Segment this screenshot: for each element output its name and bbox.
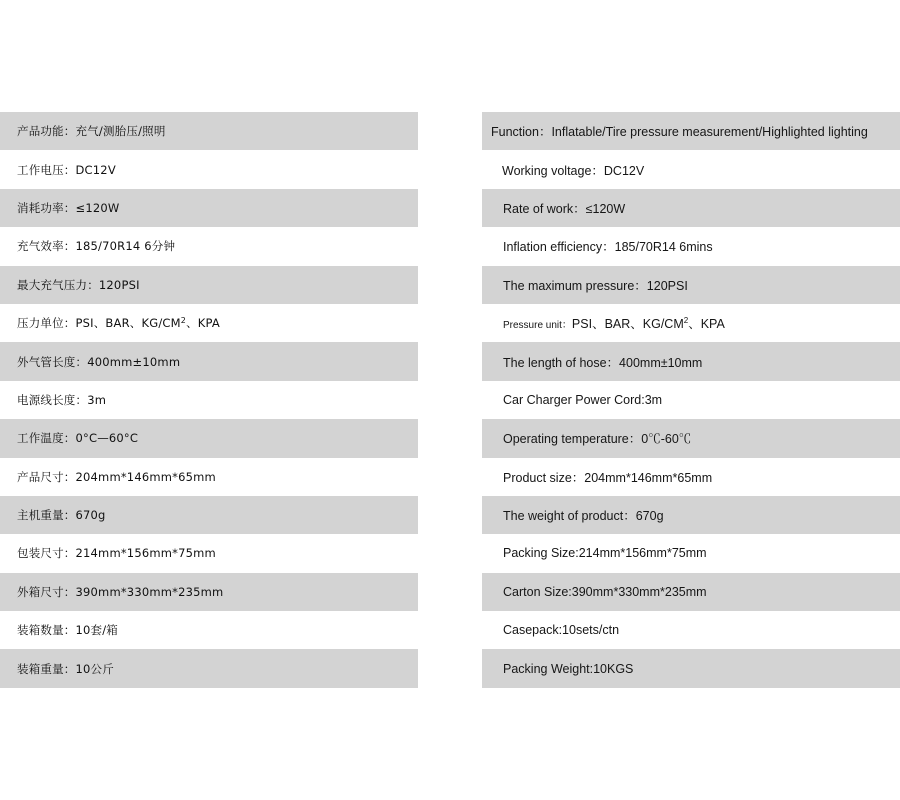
spec-row-function-cn [0, 112, 418, 150]
spec-text: 主机重量：670g [17, 508, 106, 523]
spec-row-cord-length-cn [0, 381, 418, 419]
spec-row-packing-weight-en [482, 649, 900, 687]
spec-text: 压力单位：PSI、BAR、KG/CM [17, 316, 181, 331]
spec-text: 包装尺寸：214mm*156mm*75mm [17, 546, 216, 561]
spec-text: Rate of work：≤120W [503, 201, 626, 216]
spec-text: Packing Weight:10KGS [503, 661, 634, 676]
spec-row-function-en [482, 112, 900, 150]
spec-text: 充气效率：185/70R14 6分钟 [17, 239, 176, 254]
spec-row-voltage-cn [0, 150, 418, 188]
spec-row-packing-size-en [482, 534, 900, 572]
spec-text: 电源线长度：3m [17, 392, 107, 407]
spec-row-temperature-en [482, 419, 900, 457]
spec-text: Operating temperature：0℃-60℃ [503, 432, 692, 447]
spec-text-suffix: 、KPA [186, 316, 220, 331]
spec-row-pressure-unit-en: Pressure unit： PSI、BAR、KG/CM $^2$ 、KPA [503, 316, 725, 332]
spec-row-weight-cn [0, 496, 418, 534]
spec-row-power-cn [0, 189, 418, 227]
spec-row-packing-weight-cn [0, 649, 418, 687]
spec-row-packing-size-cn [0, 534, 418, 572]
spec-row-power-en [482, 189, 900, 227]
spec-text-suffix: 、KPA [688, 317, 725, 332]
spec-row-product-size-en [482, 458, 900, 496]
spec-row-voltage-en [482, 150, 900, 188]
spec-text: 装箱重量：10公斤 [17, 661, 114, 676]
chinese-spec-table [0, 112, 418, 688]
spec-text: PSI、BAR、KG/CM [571, 317, 684, 332]
spec-text: 最大充气压力：120PSI [17, 277, 140, 292]
spec-row-pressure-unit-cn: 压力单位：PSI、BAR、KG/CM $^2$ 、KPA [17, 316, 220, 331]
spec-row-product-size-cn [0, 458, 418, 496]
spec-text: Function：Inflatable/Tire pressure measurement/Highlighted lighting [491, 125, 868, 140]
spec-text: Packing Size:214mm*156mm*75mm [503, 546, 707, 561]
spec-row-temperature-cn [0, 419, 418, 457]
spec-text: The weight of product：670g [503, 509, 664, 524]
spec-text: The length of hose：400mm±10mm [503, 355, 703, 370]
spec-text: 产品功能：充气/测胎压/照明 [17, 124, 166, 139]
english-spec-table [482, 112, 900, 688]
spec-row-hose-length-en [482, 342, 900, 380]
spec-row-weight-en [482, 496, 900, 534]
spec-row-max-pressure-en [482, 266, 900, 304]
spec-text: Inflation efficiency：185/70R14 6mins [503, 240, 713, 255]
spec-row-casepack-en [482, 611, 900, 649]
spec-row-casepack-cn [0, 611, 418, 649]
spec-row-cord-length-en [482, 381, 900, 419]
spec-row-carton-size-en [482, 573, 900, 611]
spec-text: Carton Size:390mm*330mm*235mm [503, 584, 707, 599]
spec-row-hose-length-cn [0, 342, 418, 380]
spec-text: 产品尺寸：204mm*146mm*65mm [17, 469, 216, 484]
spec-text: 工作温度：0°C—60°C [17, 431, 139, 446]
spec-row-carton-size-cn [0, 573, 418, 611]
spec-text: 外气管长度：400mm±10mm [17, 354, 181, 369]
spec-label: Pressure unit： [503, 319, 572, 331]
spec-text: 外箱尺寸：390mm*330mm*235mm [17, 584, 224, 599]
spec-row-inflation-efficiency-cn [0, 227, 418, 265]
spec-text: Working voltage：DC12V [502, 163, 645, 178]
spec-row-max-pressure-cn [0, 266, 418, 304]
spec-text: 消耗功率：≤120W [17, 200, 120, 215]
spec-text: Casepack:10sets/ctn [503, 623, 620, 638]
spec-text: 工作电压：DC12V [17, 162, 116, 177]
spec-text: Car Charger Power Cord:3m [503, 392, 663, 407]
spec-text: 装箱数量：10套/箱 [17, 623, 119, 638]
spec-text: The maximum pressure：120PSI [503, 278, 688, 293]
spec-text: Product size：204mm*146mm*65mm [503, 470, 713, 485]
spec-row-inflation-efficiency-en [482, 227, 900, 265]
